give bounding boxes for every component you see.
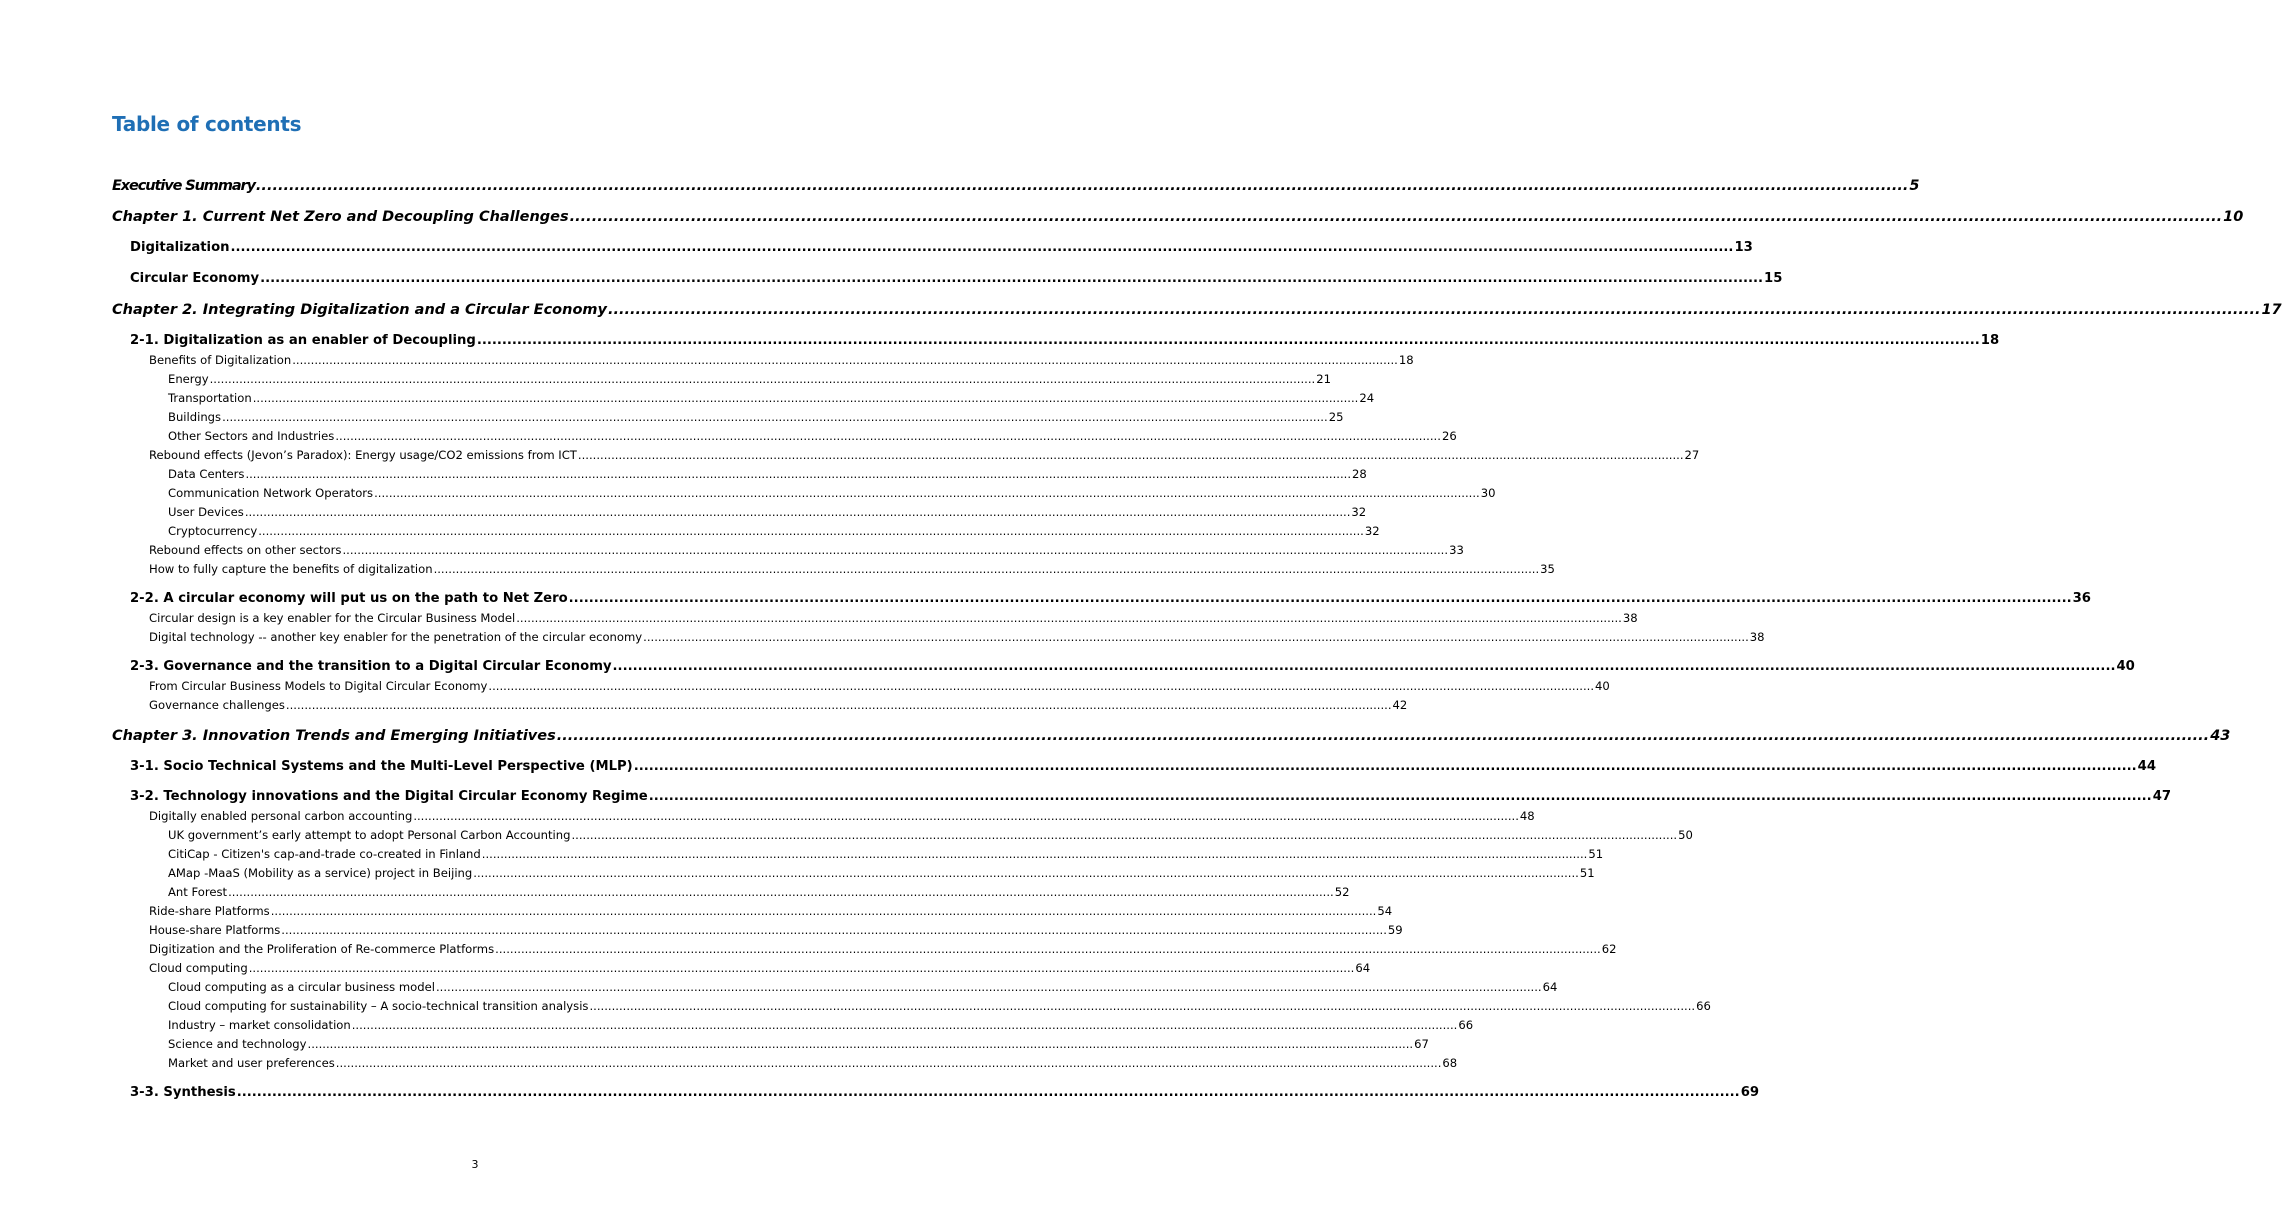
- toc-entry[interactable]: [168, 1056, 1458, 1070]
- toc-entry-label: UK government’s early attempt to adopt Personal Carbon Accounting: [168, 828, 571, 842]
- toc-entry-label: Rebound effects (Jevon’s Paradox): Energy usage/CO2 emissions from ICT: [149, 448, 577, 462]
- toc-entry-label: From Circular Business Models to Digital Circular Economy: [149, 679, 488, 693]
- toc-entry-label: 2-2. A circular economy will put us on the path to Net Zero: [130, 591, 568, 606]
- toc-entry-label: Science and technology: [168, 1037, 307, 1051]
- toc-entry-page: 67: [1414, 1037, 1429, 1051]
- toc-entry-page: 40: [1595, 679, 1610, 693]
- toc-entry[interactable]: [168, 1037, 1429, 1051]
- toc-entry[interactable]: [149, 448, 1700, 462]
- toc-entry[interactable]: [149, 353, 1414, 367]
- toc-entry[interactable]: [130, 271, 1783, 286]
- toc-entry[interactable]: [168, 372, 1331, 386]
- toc-entry-label: Transportation: [168, 391, 252, 405]
- toc-entry-page: 68: [1442, 1056, 1458, 1070]
- toc-entry[interactable]: [149, 961, 1371, 975]
- toc-entry-label: Other Sectors and Industries: [168, 429, 335, 443]
- toc-entry[interactable]: [112, 209, 2244, 225]
- toc-dot-leader: ............................................................................................................................................................................................................................................................................................................: [248, 961, 1355, 975]
- toc-entry-label: Executive Summary: [112, 178, 255, 194]
- toc-entry-label: Governance challenges: [149, 698, 285, 712]
- toc-entry-page: 15: [1764, 271, 1783, 286]
- toc-dot-leader: ............................................................................................................................................................................................................................................................................................................: [252, 391, 1359, 405]
- toc-entry[interactable]: [168, 486, 1496, 500]
- toc-entry-label: Cloud computing as a circular business model: [168, 980, 435, 994]
- toc-entry-label: Chapter 2. Integrating Digitalization and a Circular Economy: [112, 302, 607, 318]
- toc-entry[interactable]: [168, 391, 1375, 405]
- toc-dot-leader: ............................................................................................................................................................................................................................................................................................................: [292, 353, 1398, 367]
- toc-entry[interactable]: [149, 923, 1403, 937]
- toc-entry-page: 52: [1334, 885, 1350, 899]
- toc-entry-page: 48: [1519, 809, 1535, 823]
- toc-entry-page: 47: [2152, 789, 2172, 804]
- toc-entry-page: 26: [1441, 429, 1457, 443]
- toc-entry-page: 51: [1579, 866, 1595, 880]
- toc-entry-label: Circular design is a key enabler for the Circular Business Model: [149, 611, 516, 625]
- toc-entry-page: 18: [1398, 353, 1414, 367]
- toc-dot-leader: ............................................................................................................................................................................................................................................................................................................: [374, 486, 1480, 500]
- toc-entry-page: 59: [1387, 923, 1403, 937]
- toc-dot-leader: ............................................................................................................................................................................................................................................................................................................: [612, 659, 2116, 674]
- toc-dot-leader: ............................................................................................................................................................................................................................................................................................................: [281, 923, 1387, 937]
- toc-entry[interactable]: [149, 543, 1464, 557]
- toc-entry-label: Chapter 3. Innovation Trends and Emerging Initiatives: [112, 728, 556, 744]
- toc-entry[interactable]: [168, 866, 1595, 880]
- toc-entry-label: Circular Economy: [130, 271, 260, 286]
- toc-entry-label: Ride-share Platforms: [149, 904, 270, 918]
- toc-entry-page: 38: [1622, 611, 1638, 625]
- toc-entry-label: 3-1. Socio Technical Systems and the Multi-Level Perspective (MLP): [130, 759, 633, 774]
- toc-dot-leader: ............................................................................................................................................................................................................................................................................................................: [209, 372, 1316, 386]
- toc-dot-leader: ............................................................................................................................................................................................................................................................................................................: [255, 178, 1909, 194]
- toc-entry-label: 2-3. Governance and the transition to a Digital Circular Economy: [130, 659, 612, 674]
- toc-dot-leader: ............................................................................................................................................................................................................................................................................................................: [342, 543, 1449, 557]
- toc-entry-page: 54: [1377, 904, 1393, 918]
- toc-entry[interactable]: [168, 505, 1367, 519]
- toc-entry-page: 21: [1316, 372, 1331, 386]
- toc-entry-label: 3-3. Synthesis: [130, 1085, 236, 1100]
- toc-entry[interactable]: [149, 904, 1393, 918]
- toc-entry-label: Digitalization: [130, 240, 230, 255]
- toc-entry[interactable]: [149, 679, 1610, 693]
- toc-entry-label: Buildings: [168, 410, 222, 424]
- toc-entry[interactable]: [149, 942, 1617, 956]
- toc-entry[interactable]: [149, 562, 1555, 576]
- toc-entry-label: 2-1. Digitalization as an enabler of Decoupling: [130, 333, 476, 348]
- toc-entry-page: 28: [1352, 467, 1367, 481]
- page-number: 3: [471, 1158, 479, 1171]
- toc-dot-leader: ............................................................................................................................................................................................................................................................................................................: [228, 885, 1334, 899]
- toc-entry-page: 36: [2072, 591, 2091, 606]
- toc-entry[interactable]: [168, 467, 1367, 481]
- toc-entry[interactable]: [168, 828, 1693, 842]
- toc-entry-label: AMap -MaaS (Mobility as a service) project in Beijing: [168, 866, 473, 880]
- toc-entry-page: 66: [1696, 999, 1711, 1013]
- toc-entry-page: 10: [2223, 209, 2244, 225]
- toc-entry-label: 3-2. Technology innovations and the Digital Circular Economy Regime: [130, 789, 648, 804]
- toc-entry-page: 40: [2116, 659, 2135, 674]
- toc-entry-page: 25: [1328, 410, 1344, 424]
- toc-entry-page: 18: [1980, 333, 2000, 348]
- toc-entry-label: Benefits of Digitalization: [149, 353, 292, 367]
- toc-dot-leader: ............................................................................................................................................................................................................................................................................................................: [351, 1018, 1458, 1032]
- toc-entry[interactable]: [168, 999, 1711, 1013]
- toc-entry[interactable]: [130, 333, 2000, 348]
- toc-entry-label: Digitization and the Proliferation of Re-commerce Platforms: [149, 942, 495, 956]
- toc-entry[interactable]: [168, 847, 1604, 861]
- toc-dot-leader: ............................................................................................................................................................................................................................................................................................................: [569, 209, 2223, 225]
- toc-dot-leader: ............................................................................................................................................................................................................................................................................................................: [648, 789, 2152, 804]
- toc-entry-label: Chapter 1. Current Net Zero and Decoupling Challenges: [112, 209, 569, 225]
- toc-dot-leader: ............................................................................................................................................................................................................................................................................................................: [285, 698, 1392, 712]
- toc-dot-leader: ............................................................................................................................................................................................................................................................................................................: [516, 611, 1622, 625]
- toc-entry-page: 17: [2261, 302, 2282, 318]
- toc-dot-leader: ............................................................................................................................................................................................................................................................................................................: [335, 1056, 1442, 1070]
- toc-entry[interactable]: [112, 302, 2282, 318]
- toc-title: Table of contents: [112, 112, 302, 136]
- toc-entry[interactable]: [112, 728, 2231, 744]
- toc-entry-page: 35: [1540, 562, 1555, 576]
- toc-dot-leader: ............................................................................................................................................................................................................................................................................................................: [633, 759, 2137, 774]
- toc-entry-label: How to fully capture the benefits of digitalization: [149, 562, 433, 576]
- toc-entry-label: Digital technology -- another key enabler for the penetration of the circular economy: [149, 630, 643, 644]
- toc-entry-label: Cloud computing for sustainability – A socio-technical transition analysis: [168, 999, 589, 1013]
- toc-dot-leader: ............................................................................................................................................................................................................................................................................................................: [244, 505, 1351, 519]
- toc-entry[interactable]: [149, 630, 1765, 644]
- toc-entry-label: CitiCap - Citizen's cap-and-trade co-created in Finland: [168, 847, 481, 861]
- toc-dot-leader: ............................................................................................................................................................................................................................................................................................................: [568, 591, 2072, 606]
- toc-entry[interactable]: [130, 240, 1753, 255]
- toc-entry[interactable]: [168, 1018, 1474, 1032]
- toc-entry-page: 44: [2137, 759, 2156, 774]
- toc-entry-page: 62: [1601, 942, 1617, 956]
- toc-entry-page: 33: [1449, 543, 1464, 557]
- toc-entry-page: 13: [1734, 240, 1753, 255]
- toc-entry[interactable]: [149, 611, 1638, 625]
- toc-entry-page: 32: [1364, 524, 1380, 538]
- toc-entry-label: Ant Forest: [168, 885, 228, 899]
- toc-entry-page: 69: [1740, 1085, 1760, 1100]
- toc-dot-leader: ............................................................................................................................................................................................................................................................................................................: [481, 847, 1588, 861]
- toc-dot-leader: ............................................................................................................................................................................................................................................................................................................: [589, 999, 1696, 1013]
- toc-entry-label: Industry – market consolidation: [168, 1018, 351, 1032]
- toc-entry-label: Communication Network Operators: [168, 486, 374, 500]
- toc-entry-page: 66: [1458, 1018, 1474, 1032]
- toc-entry-page: 32: [1351, 505, 1367, 519]
- toc-entry-page: 42: [1392, 698, 1408, 712]
- toc-entry[interactable]: [168, 410, 1344, 424]
- toc-entry-page: 5: [1909, 178, 1920, 194]
- toc-entry-page: 64: [1542, 980, 1558, 994]
- toc-dot-leader: ............................................................................................................................................................................................................................................................................................................: [258, 524, 1364, 538]
- toc-dot-leader: ............................................................................................................................................................................................................................................................................................................: [643, 630, 1749, 644]
- toc-entry-label: Digitally enabled personal carbon accounting: [149, 809, 413, 823]
- toc-entry-label: Cryptocurrency: [168, 524, 258, 538]
- toc-entry[interactable]: [130, 1085, 1760, 1100]
- toc-entry[interactable]: [130, 789, 2172, 804]
- toc-entry-page: 51: [1588, 847, 1604, 861]
- toc-dot-leader: ............................................................................................................................................................................................................................................................................................................: [307, 1037, 1414, 1051]
- toc-entry-label: Rebound effects on other sectors: [149, 543, 342, 557]
- toc-dot-leader: ............................................................................................................................................................................................................................................................................................................: [571, 828, 1678, 842]
- toc-entry-page: 27: [1684, 448, 1700, 462]
- toc-entry[interactable]: [130, 659, 2135, 674]
- toc-entry-page: 24: [1359, 391, 1375, 405]
- toc-entry-label: Energy: [168, 372, 209, 386]
- toc-dot-leader: ............................................................................................................................................................................................................................................................................................................: [222, 410, 1328, 424]
- toc-dot-leader: ............................................................................................................................................................................................................................................................................................................: [607, 302, 2261, 318]
- toc-dot-leader: ............................................................................................................................................................................................................................................................................................................: [556, 728, 2210, 744]
- toc-entry[interactable]: [149, 809, 1535, 823]
- toc-entry-label: Cloud computing: [149, 961, 248, 975]
- toc-entry[interactable]: [149, 698, 1408, 712]
- toc-entry-page: 38: [1749, 630, 1765, 644]
- toc-entry[interactable]: [168, 885, 1350, 899]
- toc-dot-leader: ............................................................................................................................................................................................................................................................................................................: [245, 467, 1352, 481]
- toc-entry-page: 50: [1678, 828, 1693, 842]
- toc-dot-leader: ............................................................................................................................................................................................................................................................................................................: [433, 562, 1540, 576]
- toc-dot-leader: ............................................................................................................................................................................................................................................................................................................: [495, 942, 1601, 956]
- toc-entry-label: House-share Platforms: [149, 923, 281, 937]
- toc-entry[interactable]: [130, 759, 2156, 774]
- toc-dot-leader: ............................................................................................................................................................................................................................................................................................................: [270, 904, 1377, 918]
- toc-dot-leader: ............................................................................................................................................................................................................................................................................................................: [476, 333, 1980, 348]
- toc-entry[interactable]: [112, 178, 1920, 194]
- toc-entry-page: 64: [1355, 961, 1371, 975]
- toc-entry[interactable]: [168, 980, 1558, 994]
- toc-entry-page: 43: [2210, 728, 2231, 744]
- toc-entry[interactable]: [168, 429, 1457, 443]
- toc-dot-leader: ............................................................................................................................................................................................................................................................................................................: [230, 240, 1734, 255]
- toc-entry-page: 30: [1480, 486, 1496, 500]
- toc-dot-leader: ............................................................................................................................................................................................................................................................................................................: [473, 866, 1579, 880]
- toc-entry-label: Market and user preferences: [168, 1056, 335, 1070]
- toc-entry[interactable]: [130, 591, 2091, 606]
- toc-dot-leader: ............................................................................................................................................................................................................................................................................................................: [260, 271, 1764, 286]
- toc-dot-leader: ............................................................................................................................................................................................................................................................................................................: [488, 679, 1595, 693]
- toc-dot-leader: ............................................................................................................................................................................................................................................................................................................: [236, 1085, 1740, 1100]
- toc-dot-leader: ............................................................................................................................................................................................................................................................................................................: [335, 429, 1441, 443]
- toc-dot-leader: ............................................................................................................................................................................................................................................................................................................: [577, 448, 1684, 462]
- toc-dot-leader: ............................................................................................................................................................................................................................................................................................................: [435, 980, 1542, 994]
- toc-entry-label: Data Centers: [168, 467, 245, 481]
- toc-entry-label: User Devices: [168, 505, 244, 519]
- toc-dot-leader: ............................................................................................................................................................................................................................................................................................................: [413, 809, 1519, 823]
- toc-entry[interactable]: [168, 524, 1380, 538]
